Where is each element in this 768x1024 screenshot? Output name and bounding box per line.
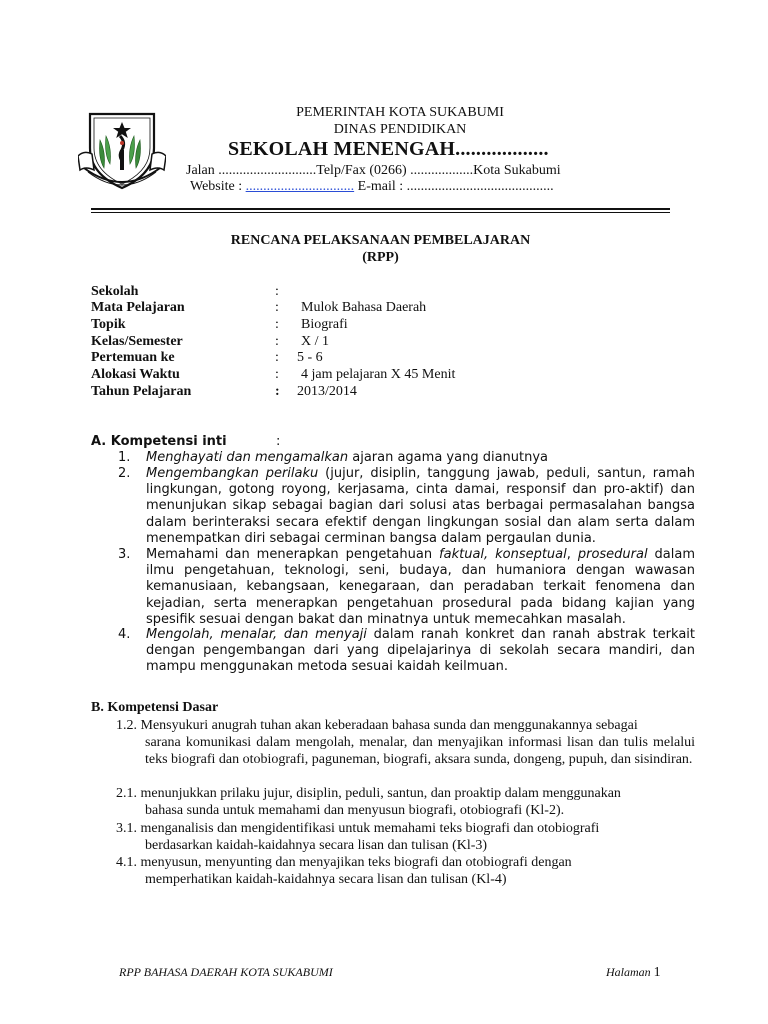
identity-label: Tahun Pelajaran: [91, 384, 192, 399]
identity-label: Sekolah: [91, 284, 139, 299]
page-number: 1: [653, 965, 661, 980]
letterhead-rule-thin: [91, 212, 670, 213]
document-title: RENCANA PELAKSANAAN PEMBELAJARAN: [230, 233, 531, 248]
identity-colon: :: [275, 367, 279, 382]
list-item-text: (jujur, disiplin, tanggung jawab, peduli, santun, ramah lingkungan, gotong royong, kerjasama, cinta damai, responsif dan pro-aktif) dan menunjukan sikap sebagai bagian dari solusi atas berbagai permasalahan bangsa dalam berinteraksi secara efektif dengan lingkungan sosial dan alam serta dalam menempatkan diri sebagai cerminan bangsa dalam pergaulan dunia.: [146, 466, 695, 546]
list-item-number: 2.: [118, 466, 131, 481]
section-a-heading: A. Kompetensi inti: [91, 434, 227, 449]
identity-value: Mulok Bahasa Daerah: [301, 300, 427, 315]
list-item-text: ,: [566, 547, 578, 562]
list-item: 4.1. menyusun, menyunting dan menyajikan teks biografi dan otobiografi dengan: [116, 855, 572, 870]
list-item: 3.1. menganalisis dan mengidentifikasi untuk memahami teks biografi dan otobiografi: [116, 821, 600, 836]
page-label: Halaman: [606, 965, 651, 979]
website-link[interactable]: ...............................: [245, 179, 355, 194]
list-item-text: ajaran agama yang dianutnya: [348, 450, 549, 465]
identity-label: Topik: [91, 317, 126, 332]
school-emblem-logo: [78, 110, 166, 192]
list-item-continuation: bahasa sunda untuk memahami dan menyusun biografi, otobiografi (Kl-2).: [145, 803, 565, 818]
footer-page: [606, 965, 661, 981]
list-item-text: dalam ilmu pengetahuan, teknologi, seni, budaya, dan humaniora dengan wawasan kemanusiaan, kebangsaan, kenegaraan, dan peradaban terkait fenomena dan kejadian, serta menerapkan pengetahuan prosedural pada bidang kajian yang spesifik sesuai dengan bakat dan minatnya untuk memecahkan masalah.: [146, 547, 695, 627]
list-item-number: 1.: [118, 450, 131, 465]
identity-label: Mata Pelajaran: [91, 300, 185, 315]
letterhead-school-name: SEKOLAH MENENGAH..................: [228, 138, 549, 160]
list-item: 1.2. Mensyukuri anugrah tuhan akan keberadaan bahasa sunda dan menggunakannya sebagai: [116, 718, 638, 733]
letterhead-contact: [190, 179, 554, 195]
list-item-continuation: sarana komunikasi dalam mengolah, menalar, dan menyajikan informasi lisan dan tulis melalui teks biografi dan otobiografi, paguneman, biografi, aksara sunda, dongeng, pupuh, dan sisindiran.: [145, 735, 695, 767]
identity-colon: :: [275, 384, 280, 399]
list-item-continuation: berdasarkan kaidah-kaidahnya secara lisan dan tulisan (Kl-3): [145, 838, 488, 853]
letterhead-rule-thick: [91, 208, 670, 210]
identity-value: X / 1: [301, 334, 329, 349]
identity-colon: :: [275, 300, 279, 315]
list-item-emphasis: Menghayati dan mengamalkan: [146, 450, 349, 465]
list-item: 2.1. menunjukkan prilaku jujur, disiplin, peduli, santun, dan proaktip dalam menggunakan: [116, 786, 621, 801]
letterhead-department: DINAS PENDIDIKAN: [333, 122, 467, 137]
identity-label: Alokasi Waktu: [91, 367, 180, 382]
letterhead-government: PEMERINTAH KOTA SUKABUMI: [296, 105, 504, 120]
identity-colon: :: [275, 334, 279, 349]
document-subtitle: (RPP): [362, 250, 399, 265]
list-item: [146, 627, 695, 676]
website-label: Website :: [190, 179, 246, 194]
identity-colon: :: [275, 284, 279, 299]
list-item: [146, 547, 695, 628]
list-item-text: Memahami dan menerapkan pengetahuan: [146, 547, 440, 562]
list-item-number: 4.: [118, 627, 131, 642]
identity-value: 5 - 6: [297, 350, 323, 365]
email-text: E-mail : ..........................................: [354, 179, 554, 194]
list-item-emphasis: prosedural: [577, 547, 648, 562]
list-item: [146, 466, 695, 547]
list-item-emphasis: faktual, konseptual: [439, 547, 567, 562]
list-item: [146, 450, 695, 466]
list-item-emphasis: Mengolah, menalar, dan menyaji: [146, 627, 367, 642]
list-item-text: dalam ranah konkret dan ranah abstrak terkait dengan pengembangan dari yang dipelajarinya di sekolah secara mandiri, dan mampu menggunakan metoda sesuai kaidah keilmuan.: [146, 627, 695, 675]
footer-document-name: RPP BAHASA DAERAH KOTA SUKABUMI: [119, 965, 333, 979]
shield-icon: [78, 110, 166, 192]
letterhead-address: Jalan ............................Telp/Fax (0266) ..................Kota Sukabumi: [186, 163, 561, 178]
identity-colon: :: [275, 350, 279, 365]
identity-value: 4 jam pelajaran X 45 Menit: [301, 367, 456, 382]
section-a-colon: :: [276, 434, 281, 449]
identity-value: 2013/2014: [297, 384, 357, 399]
list-item-emphasis: Mengembangkan perilaku: [146, 466, 319, 481]
list-item-continuation: memperhatikan kaidah-kaidahnya secara lisan dan tulisan (Kl-4): [145, 872, 507, 887]
section-b-heading: B. Kompetensi Dasar: [91, 700, 219, 715]
identity-label: Kelas/Semester: [91, 334, 183, 349]
identity-label: Pertemuan ke: [91, 350, 175, 365]
identity-colon: :: [275, 317, 279, 332]
identity-value: Biografi: [301, 317, 348, 332]
list-item-number: 3.: [118, 547, 131, 562]
